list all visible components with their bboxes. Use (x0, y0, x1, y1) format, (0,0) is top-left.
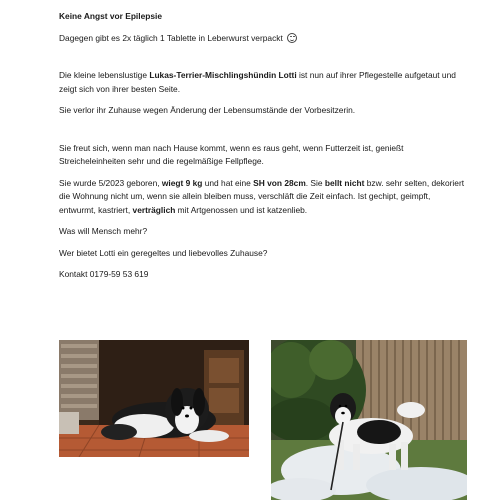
details-text: . Sie (305, 177, 325, 188)
dog-photo-indoor (59, 340, 249, 457)
shoulder-height-text: SH von 28cm (253, 177, 306, 188)
dog-photo-garden-image (271, 340, 467, 500)
article-heading: Keine Angst vor Epilepsie (59, 11, 163, 21)
details-text: bzw. sehr selten, dekoriert die Wohnung nicht um, wenn sie allein bleiben muss, verschläft die Zeit einfach. Ist gechipt, geimpft, entwurmt, kastriert, (59, 177, 465, 215)
offer-paragraph: Wer bietet Lotti ein geregeltes und liebevolles Zuhause? (59, 247, 268, 258)
details-paragraph (59, 177, 469, 218)
compatible-text: verträglich (132, 204, 176, 215)
intro-text: Die kleine lebenslustige (59, 70, 150, 80)
article-text (59, 10, 469, 282)
wink-emoji-icon (287, 33, 297, 43)
details-text: Sie wurde 5/2023 geboren, (59, 177, 162, 188)
details-text: mit Artgenossen und ist katzenlieb. (175, 204, 308, 215)
dog-photo-garden (271, 340, 467, 500)
dog-photo-indoor-image (59, 340, 249, 457)
dog-breed-name: Lukas-Terrier-Mischlingshündin Lotti (149, 70, 297, 80)
barking-text: bellt nicht (324, 177, 365, 188)
intro-text-end: ist nun auf ihrer Pflegestelle aufgetaut und zeigt sich von ihrer besten Seite. (59, 70, 456, 94)
weight-text: wiegt 9 kg (161, 177, 203, 188)
joy-paragraph: Sie freut sich, wenn man nach Hause kommt, wenn es raus geht, wenn Futterzeit ist, genießt Streicheleinheiten sehr und die regelmäßige Fellpflege. (59, 142, 404, 166)
medication-text: Dagegen gibt es 2x täglich 1 Tablette in Leberwurst verpackt (59, 32, 283, 43)
question-paragraph: Was will Mensch mehr? (59, 226, 148, 236)
medication-line (59, 32, 469, 46)
lost-home-paragraph: Sie verlor ihr Zuhause wegen Änderung der Lebensumstände der Vorbesitzerin. (59, 105, 356, 115)
contact-line: Kontakt 0179-59 53 619 (59, 269, 149, 279)
intro-paragraph (59, 69, 469, 96)
details-text: und hat eine (202, 177, 254, 188)
